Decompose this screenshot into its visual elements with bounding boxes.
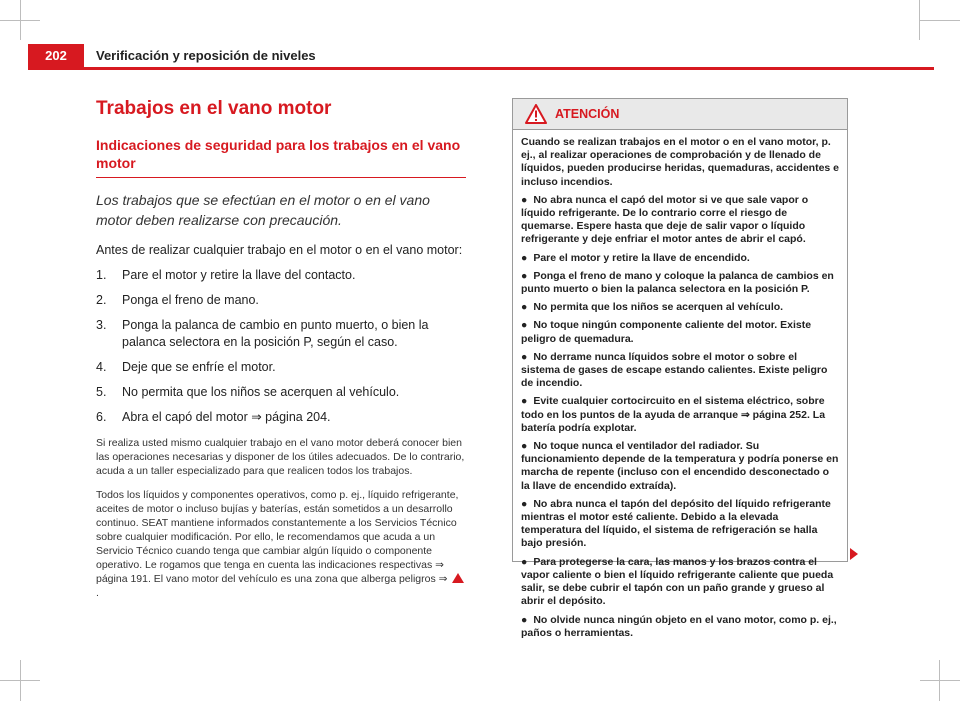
warning-item <box>521 498 839 551</box>
step-text: Pare el motor y retire la llave del contacto. <box>122 268 356 282</box>
bullet-icon: ● <box>521 193 528 206</box>
warning-item-text: No abra nunca el capó del motor si ve que sale vapor o líquido refrigerante. De lo contrario corre el riesgo de quemarse. Espere hasta que deje de salir vapor o líquido refrigerante y deje enfriar el motor antes de abrir el capó. <box>521 193 809 246</box>
step-text: Deje que se enfríe el motor. <box>122 360 276 374</box>
step-text: Abra el capó del motor ⇒ página 204. <box>122 410 331 424</box>
warning-body <box>513 130 847 640</box>
list-item <box>96 409 466 426</box>
bullet-icon: ● <box>521 350 528 363</box>
intro-text: Los trabajos que se efectúan en el motor o en el vano motor deben realizarse con precaución. <box>96 192 430 228</box>
left-column <box>96 96 466 600</box>
paragraph-diy: Si realiza usted mismo cualquier trabajo en el vano motor deberá conocer bien las operaciones necesarias y disponer de los útiles adecuados. De lo contrario, acuda a un taller especializado para que realicen todos los trabajos. <box>96 437 465 477</box>
warning-header <box>513 99 847 130</box>
step-number: 5. <box>96 385 107 399</box>
steps-list <box>96 267 466 426</box>
warning-item-text: No toque ningún componente caliente del motor. Existe peligro de quemadura. <box>521 319 812 345</box>
section-subheading: Indicaciones de seguridad para los trabajos en el vano motor <box>96 136 466 178</box>
step-number: 1. <box>96 268 107 282</box>
step-text: Ponga el freno de mano. <box>122 293 259 307</box>
step-number: 3. <box>96 318 107 332</box>
warning-item-text: Ponga el freno de mano y coloque la palanca de cambios en punto muerto o bien la palanca selectora en la posición P. <box>521 269 834 296</box>
step-number: 2. <box>96 293 107 307</box>
warning-intro: Cuando se realizan trabajos en el motor o en el vano motor, p. ej., al realizar operaciones de comprobación y de llenado de líquidos, pueden producirse heridas, quemaduras, accidentes e incluso incendios. <box>521 136 840 188</box>
bullet-icon: ● <box>521 440 528 453</box>
continue-arrow-icon[interactable] <box>850 548 858 560</box>
paragraph-fluids-text: Todos los líquidos y componentes operativos, como p. ej., líquido refrigerante, aceites de motor o incluso bujías y baterías, están sometidos a un desarrollo continuo. SEAT mantiene informados constantemente a los Servicios Técnico sobre cualquier modificación. Por ello, le recomendamos que acuda a un Servicio Técnico cuando tenga que cambiar algún líquido o componente operativo. Le rogamos que tenga en cuenta las indicaciones respectivas ⇒ página 191. El vano motor del vehículo es una zona que alberga peligros ⇒ <box>96 489 459 585</box>
list-item <box>96 267 466 284</box>
warning-item-text: No abra nunca el tapón del depósito del líquido refrigerante mientras el motor esté caliente. Debido a la elevada temperatura del líquido, el sistema de refrigeración se halla bajo presión. <box>521 497 831 550</box>
warning-item <box>521 194 839 247</box>
warning-item <box>521 319 839 345</box>
paragraph-fluids <box>96 488 466 600</box>
step-number: 6. <box>96 410 107 424</box>
lead-text: Antes de realizar cualquier trabajo en el motor o en el vano motor: <box>96 243 463 257</box>
warning-item-text: Pare el motor y retire la llave de encendido. <box>533 251 750 264</box>
bullet-icon: ● <box>521 269 528 282</box>
warning-item-text: No derrame nunca líquidos sobre el motor o sobre el sistema de gases de escape estando calientes. Existe peligro de incendio. <box>521 350 828 390</box>
step-number: 4. <box>96 360 107 374</box>
bullet-icon: ● <box>521 301 528 314</box>
step-text: No permita que los niños se acerquen al vehículo. <box>122 385 400 399</box>
warning-item <box>521 440 839 493</box>
warning-item-text: No toque nunca el ventilador del radiador. Su funcionamiento depende de la temperatura y podría ponerse en marcha de repente (incluso con el encendido desconectado o la llave de encendido extraída). <box>521 440 839 492</box>
bullet-icon: ● <box>521 319 528 332</box>
bullet-icon: ● <box>521 251 528 264</box>
warning-item-text: No permita que los niños se acerquen al vehículo. <box>533 301 784 314</box>
warning-triangle-icon <box>525 104 547 124</box>
paragraph-fluids-end: . <box>96 587 99 599</box>
crop-mark <box>920 680 960 681</box>
warning-item-text: No olvide nunca ningún objeto en el vano motor, como p. ej., paños o herramientas. <box>521 613 837 639</box>
bullet-icon: ● <box>521 613 528 626</box>
list-item <box>96 317 466 351</box>
list-item <box>96 292 466 309</box>
warning-item <box>521 301 839 314</box>
crop-mark <box>0 680 40 681</box>
warning-item <box>521 351 839 391</box>
list-item <box>96 384 466 401</box>
step-text: Ponga la palanca de cambio en punto muerto, o bien la palanca selectora en la posición P, según el caso. <box>122 318 429 349</box>
warning-item <box>521 614 839 640</box>
warning-item <box>521 395 839 435</box>
bullet-icon: ● <box>521 497 528 510</box>
header-rule <box>28 67 934 70</box>
section-title: Verificación y reposición de niveles <box>96 48 316 63</box>
crop-mark <box>920 20 960 21</box>
page-heading: Trabajos en el vano motor <box>96 98 332 119</box>
warning-item <box>521 252 839 265</box>
list-item <box>96 359 466 376</box>
bullet-icon: ● <box>521 555 528 568</box>
bullet-icon: ● <box>521 395 528 408</box>
warning-item-text: Para protegerse la cara, las manos y los brazos contra el vapor caliente o bien el líquido refrigerante caliente que pueda salir, se debe cubrir el tapón con un paño grande y grueso al abrir el depósito. <box>521 555 834 608</box>
warning-box <box>512 98 848 639</box>
warning-reference-icon[interactable] <box>452 573 464 583</box>
crop-mark <box>0 20 40 21</box>
warning-item-text: Evite cualquier cortocircuito en el sistema eléctrico, sobre todo en los puntos de la ayuda de arranque ⇒ página 252. La batería podría explotar. <box>521 395 826 434</box>
warning-item <box>521 556 839 609</box>
warning-title: ATENCIÓN <box>555 107 620 121</box>
page-number: 202 <box>28 44 84 68</box>
warning-item <box>521 270 839 296</box>
